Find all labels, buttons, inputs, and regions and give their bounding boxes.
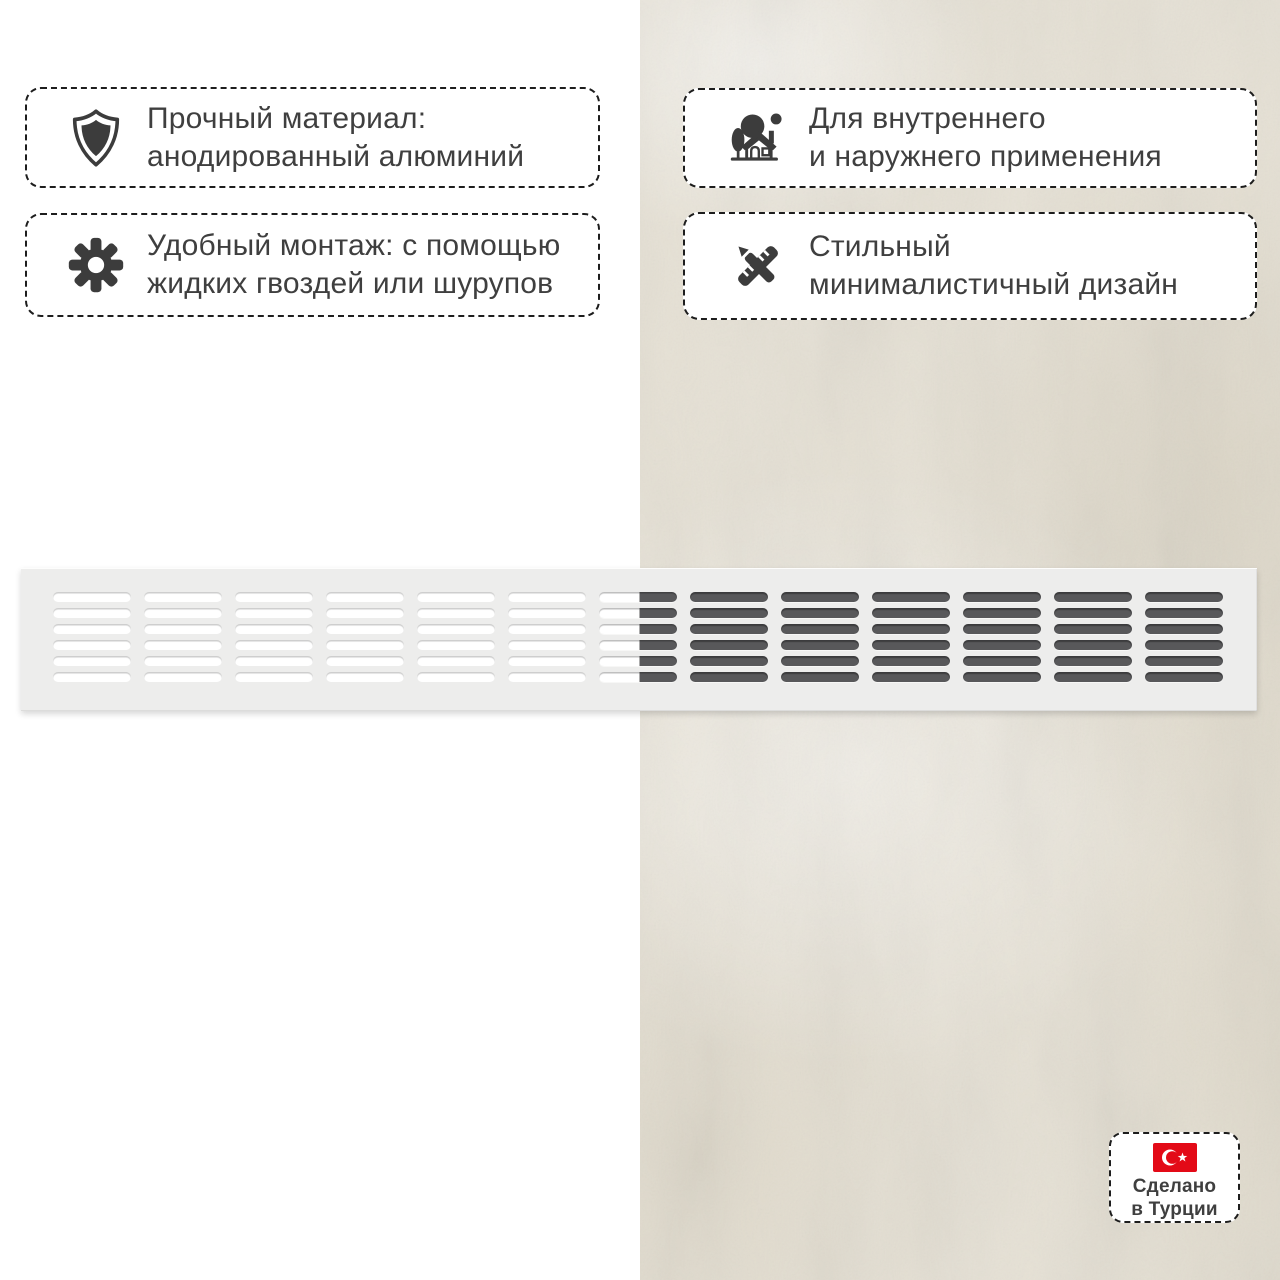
vent-slot-dark [690,656,768,666]
vent-slot-light [144,624,222,634]
vent-slot-light [508,624,586,634]
vent-slot-dark [1054,656,1132,666]
vent-slot-light [235,592,313,602]
vent-slot-dark [690,640,768,650]
vent-slot-light [53,672,131,682]
feature-text-material [147,100,524,176]
vent-slot-dark [1054,624,1132,634]
vent-slot-dark [1054,592,1132,602]
vent-slot-split [599,672,677,682]
feature-line: жидких гвоздей или шурупов [147,267,554,300]
slot-group [326,592,404,682]
vent-slot-dark [1145,672,1223,682]
vent-slot-light [144,672,222,682]
vent-slot-light [144,656,222,666]
slot-group [235,592,313,682]
vent-slot-dark [1145,592,1223,602]
vent-slot-light [144,592,222,602]
vent-slot-dark [781,608,859,618]
vent-slot-dark [1054,672,1132,682]
vent-slot-light [508,656,586,666]
vent-slot-split [599,608,677,618]
vent-slot-light [144,608,222,618]
vent-slot-light [235,656,313,666]
gear-icon [67,236,125,294]
vent-slot-dark [872,608,950,618]
vent-slot-light [235,608,313,618]
vent-slot-dark [1054,608,1132,618]
vent-slot-dark [781,656,859,666]
feature-text-design [809,228,1178,304]
vent-slot-light [508,672,586,682]
slot-group [144,592,222,682]
feature-box-material [25,87,600,188]
feature-box-usage [683,88,1257,188]
vent-slot-light [417,608,495,618]
vent-slot-dark [963,624,1041,634]
vent-slot-light [508,608,586,618]
vent-slot-dark [872,656,950,666]
vent-slot-dark [963,608,1041,618]
vent-slot-dark [781,624,859,634]
vent-slot-light [53,592,131,602]
shield-icon [67,109,125,167]
slot-group [599,592,677,682]
feature-box-design [683,212,1257,320]
vent-slot-light [326,672,404,682]
vent-slot-dark [872,592,950,602]
vent-slot-dark [963,672,1041,682]
vent-slot-light [53,656,131,666]
feature-line: анодированный алюминий [147,139,525,173]
vent-slot-dark [690,592,768,602]
vent-slot-split [599,656,677,666]
house-outdoor-icon [729,109,787,167]
feature-line: Для внутреннего [809,102,1046,135]
vent-slot-dark [963,656,1041,666]
vent-slot-dark [963,592,1041,602]
vent-slot-light [326,592,404,602]
slot-group [690,592,768,682]
vent-slot-light [326,608,404,618]
made-in-line: в Турции [1131,1199,1218,1220]
vent-slot-dark [690,672,768,682]
vent-slot-dark [690,608,768,618]
feature-box-mounting [25,213,600,317]
vent-slot-light [53,608,131,618]
vent-slot-dark [1145,640,1223,650]
ventilation-grille [21,568,1257,711]
vent-slot-light [53,624,131,634]
vent-slot-light [144,640,222,650]
feature-line: Стильный [809,230,951,263]
vent-slot-dark [872,624,950,634]
vent-slot-split [599,640,677,650]
turkey-flag-icon [1153,1143,1197,1172]
slot-group [1145,592,1223,682]
vent-slot-dark [872,672,950,682]
vent-slot-light [326,656,404,666]
feature-line: минималистичный дизайн [809,268,1179,301]
vent-slot-dark [781,592,859,602]
grille-slots [53,592,1223,682]
slot-group [508,592,586,682]
vent-slot-dark [690,624,768,634]
vent-slot-dark [963,640,1041,650]
vent-slot-light [235,672,313,682]
vent-slot-split [599,624,677,634]
vent-slot-light [508,592,586,602]
vent-slot-light [417,592,495,602]
vent-slot-split [599,592,677,602]
vent-slot-light [508,640,586,650]
vent-slot-light [417,624,495,634]
made-in-line: Сделано [1132,1176,1217,1197]
slot-group [963,592,1041,682]
feature-line: Удобный монтаж: с помощью [147,229,561,262]
slot-group [53,592,131,682]
feature-text-usage [809,100,1162,176]
feature-line: и наружнего применения [809,140,1162,173]
vent-slot-light [53,640,131,650]
vent-slot-light [417,640,495,650]
vent-slot-light [235,624,313,634]
slot-group [781,592,859,682]
vent-slot-dark [781,672,859,682]
slot-group [417,592,495,682]
made-in-badge [1109,1132,1240,1223]
pencil-ruler-icon [729,237,787,295]
slot-group [872,592,950,682]
vent-slot-dark [1145,656,1223,666]
feature-text-mounting [147,227,560,303]
vent-slot-dark [1145,624,1223,634]
vent-slot-dark [1054,640,1132,650]
slot-group [1054,592,1132,682]
vent-slot-light [326,640,404,650]
vent-slot-dark [781,640,859,650]
vent-slot-light [417,656,495,666]
vent-slot-light [235,640,313,650]
vent-slot-light [326,624,404,634]
vent-slot-dark [872,640,950,650]
feature-line: Прочный материал: [147,101,427,135]
vent-slot-dark [1145,608,1223,618]
vent-slot-light [417,672,495,682]
